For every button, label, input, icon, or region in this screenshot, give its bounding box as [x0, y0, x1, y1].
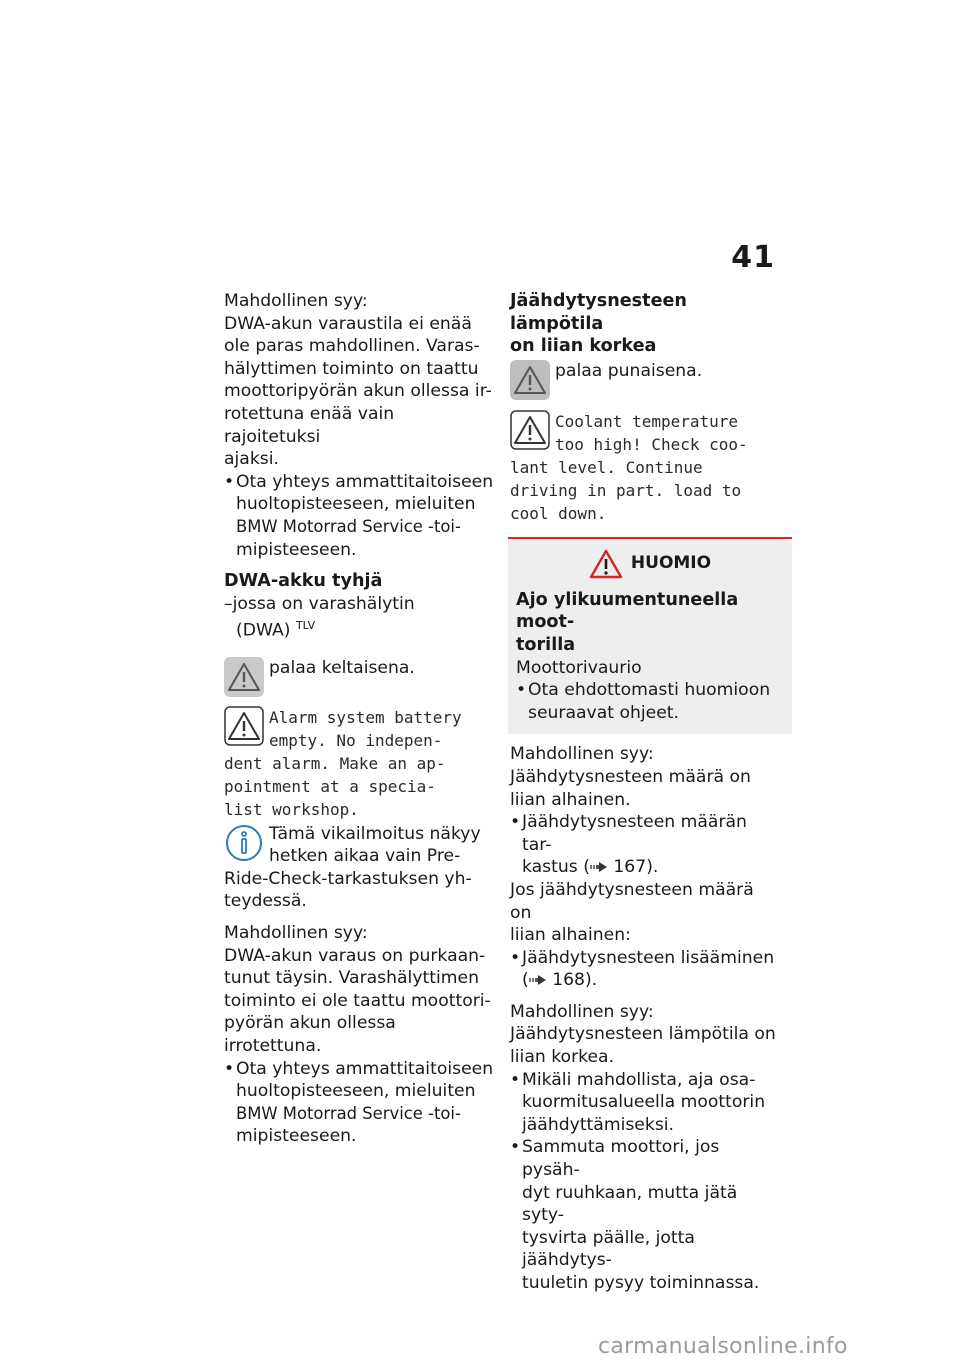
info-line: hetken aikaa vain Pre-: [269, 846, 461, 867]
action-line: tuuletin pysyy toiminnassa.: [522, 1273, 760, 1293]
action-bullet: [510, 811, 780, 879]
action-text: kastus (: [522, 857, 590, 878]
red-lamp-row: [510, 360, 780, 400]
warning-header: [516, 549, 784, 579]
action-line: kuormitusalueella moottorin: [522, 1092, 766, 1113]
action-line: • Jäähdytysnesteen lisääminen: [522, 947, 775, 968]
action-line: • Jäähdytysnesteen määrän tar-: [522, 812, 747, 855]
cause-line: liian korkea.: [510, 1047, 615, 1068]
action-bullet: [224, 471, 494, 561]
display-text: Coolant temperature: [555, 411, 739, 431]
action-line: • Ota yhteys ammattitaitoiseen: [236, 471, 494, 492]
display-message-block: [224, 706, 494, 821]
action-bullet: [224, 1058, 494, 1148]
page-number: 41: [731, 240, 775, 275]
lamp-status: palaa punaisena.: [555, 360, 703, 381]
cause-label: Mahdollinen syy:: [224, 923, 368, 944]
display-text: driving in part. load to: [510, 480, 742, 500]
warning-action-line: • Ota ehdottomasti huomioon: [528, 680, 771, 701]
warning-lamp-red-icon: [510, 360, 550, 400]
action-bullet: [510, 1136, 780, 1294]
display-warning-icon: [510, 410, 550, 450]
info-note: [224, 823, 494, 913]
page-ref[interactable]: 168: [552, 970, 585, 991]
cause-label: Mahdollinen syy:: [510, 744, 654, 765]
display-text: pointment at a specia-: [224, 776, 436, 796]
display-text: list workshop.: [224, 799, 359, 819]
section-heading: DWA-akku tyhjä: [224, 571, 383, 592]
cause-line: pyörän akun ollessa irrotettuna.: [224, 1013, 396, 1056]
display-text: lant level. Continue: [510, 457, 703, 477]
page-ref-arrow-icon: [529, 974, 547, 986]
warning-consequence: Moottorivaurio: [516, 657, 642, 678]
watermark: carmanualsonline.info: [598, 1334, 848, 1359]
warning-action: [516, 679, 784, 724]
info-line: teydessä.: [224, 891, 307, 912]
section-heading: on liian korkea: [510, 336, 657, 357]
action-line: jäähdyttämiseksi.: [522, 1114, 675, 1135]
action-line: • Sammuta moottori, jos pysäh-: [522, 1137, 720, 1181]
condition-line: liian alhainen:: [510, 925, 631, 946]
info-line: Tämä vikailmoitus näkyy: [269, 823, 481, 844]
cause-line: ajaksi.: [224, 449, 279, 470]
cause-line: rotettuna enää vain rajoitetuksi: [224, 403, 395, 447]
display-text: cool down.: [510, 503, 607, 523]
action-line: mipisteeseen.: [236, 539, 357, 560]
yellow-lamp-row: [224, 657, 494, 697]
dash-text: (DWA): [236, 621, 291, 642]
cause-line: moottoripyörän akun ollessa ir-: [224, 381, 492, 402]
warning-subhead: Ajo ylikuumentuneella moot-: [516, 589, 739, 633]
display-text: dent alarm. Make an ap-: [224, 753, 446, 773]
cause-line: tunut täysin. Varashälyttimen: [224, 968, 479, 989]
cause-line: Jäähdytysnesteen lämpötila on: [510, 1024, 776, 1045]
action-line: dyt ruuhkaan, mutta jätä syty-: [522, 1182, 738, 1226]
action-line: • Mikäli mahdollista, aja osa-: [522, 1069, 756, 1090]
display-warning-icon: [224, 706, 264, 746]
dash-line: –jossa on varashälytin: [224, 593, 415, 614]
condition-line: Jos jäähdytysnesteen määrä on: [510, 879, 754, 923]
warning-lamp-yellow-icon: [224, 657, 264, 697]
display-text: Alarm system battery: [269, 707, 462, 727]
cause-line: hälyttimen toiminto on taattu: [224, 358, 479, 379]
cause-label: Mahdollinen syy:: [224, 291, 368, 311]
cause-line: toiminto ei ole taattu moottori-: [224, 990, 491, 1011]
right-column: [510, 290, 780, 1295]
left-column: [224, 290, 494, 1148]
info-icon: [224, 823, 264, 863]
cause-line: liian alhainen.: [510, 789, 631, 810]
display-text: empty. No indepen-: [269, 730, 443, 750]
action-line: ( 168).: [522, 970, 598, 991]
caution-triangle-icon: [589, 549, 623, 579]
action-line: huoltopisteeseen, mieluiten: [236, 494, 476, 515]
section-heading: Jäähdytysnesteen lämpötila: [510, 291, 687, 334]
action-line: huoltopisteeseen, mieluiten: [236, 1081, 476, 1102]
cause-label: Mahdollinen syy:: [510, 1001, 654, 1022]
info-line: Ride-Check-tarkastuksen yh-: [224, 868, 472, 889]
warning-box: [508, 537, 792, 735]
page-ref[interactable]: 167: [613, 857, 647, 878]
lamp-status: palaa keltaisena.: [269, 657, 415, 678]
warning-subhead: torilla: [516, 634, 576, 655]
action-bullet: [510, 1069, 780, 1137]
action-line: tysvirta päälle, jotta jäähdytys-: [522, 1227, 695, 1271]
cause-line: Jäähdytysnesteen määrä on: [510, 766, 751, 787]
cause-line: DWA-akun varaus on purkaan-: [224, 945, 486, 966]
action-line: BMW Motorrad Service -toi-: [236, 516, 461, 536]
tlv-superscript: TLV: [295, 619, 316, 633]
dash-line: [224, 615, 494, 642]
action-line: mipisteeseen.: [236, 1126, 357, 1147]
warning-action-line: seuraavat ohjeet.: [528, 702, 679, 723]
page-ref-arrow-icon: [590, 861, 608, 873]
cause-line: DWA-akun varaustila ei enää: [224, 313, 472, 334]
action-line: kastus ( 167).: [522, 857, 659, 878]
action-line: BMW Motorrad Service -toi-: [236, 1103, 461, 1123]
display-text: too high! Check coo-: [555, 434, 748, 454]
action-bullet: [510, 947, 780, 992]
warning-title: HUOMIO: [630, 553, 712, 574]
action-line: • Ota yhteys ammattitaitoiseen: [236, 1058, 494, 1079]
cause-line: ole paras mahdollinen. Varas-: [224, 336, 480, 357]
display-message-block: [510, 410, 780, 525]
